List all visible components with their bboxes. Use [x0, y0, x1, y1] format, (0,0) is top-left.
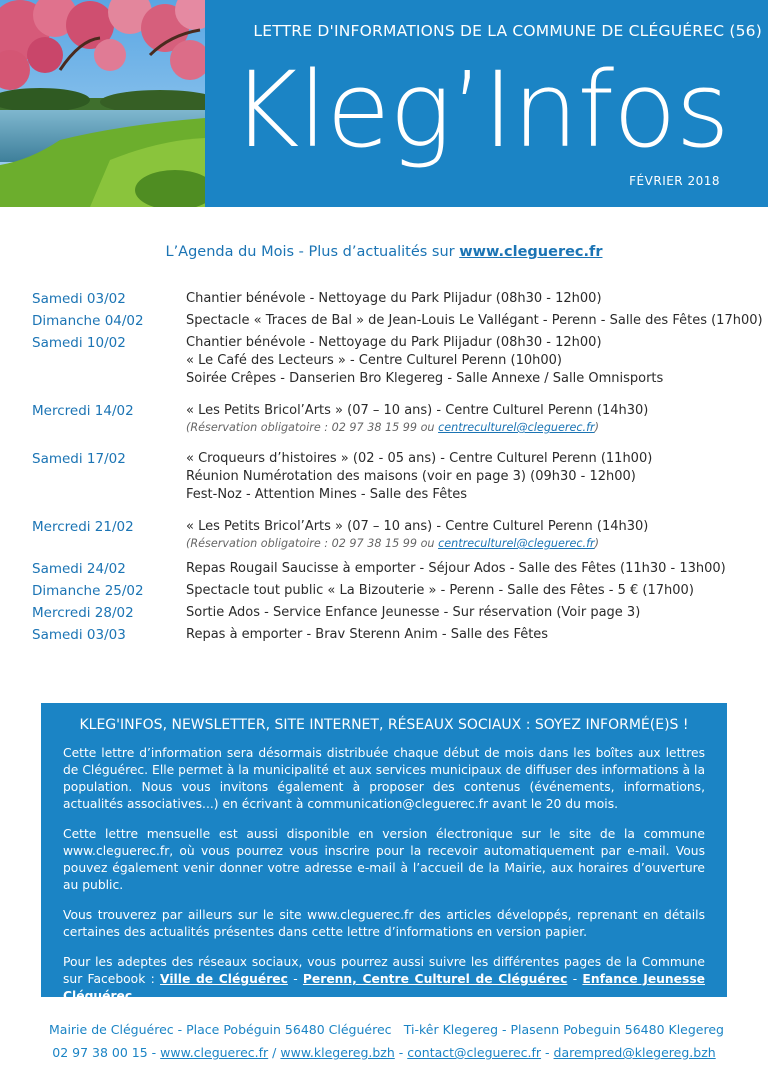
footer-email-fr-link[interactable]: contact@cleguerec.fr — [407, 1045, 542, 1060]
info-paragraph-2: Cette lettre mensuelle est aussi disponible en version électronique sur le site de la commune www.cleguerec.fr, où vous pourrez vous inscrire pour la recevoir automatiquement par e-mail. Vous pouvez également venir donner votre adresse e-mail à l’accueil de la Mairie, aux horaires d’ouverture au public. — [63, 827, 705, 892]
agenda-day: Samedi 24/02 — [32, 561, 126, 577]
footer-phone: 02 97 38 00 15 - — [52, 1045, 161, 1060]
separator: - — [394, 1045, 408, 1060]
agenda-row — [32, 604, 752, 622]
agenda-row — [32, 450, 752, 504]
agenda-day: Mercredi 28/02 — [32, 605, 134, 621]
agenda-heading-text: L’Agenda du Mois - Plus d’actualités sur — [165, 244, 460, 260]
separator: - — [287, 972, 303, 986]
reservation-text: (Réservation obligatoire : 02 97 38 15 99 ou — [186, 421, 439, 434]
agenda-events — [186, 334, 752, 388]
agenda-event: Repas à emporter - Brav Sterenn Anim - Salle des Fêtes — [186, 627, 549, 642]
info-paragraph-1: Cette lettre d’information sera désormais distribuée chaque début de mois dans les boîtes aux lettres de Cléguérec. Elle permet à la municipalité et aux services municipaux de diffuser des informations à la population. Nous vous invitons également à proposer des contenus (événements, informations, actualités associatives...) en écrivant à communication@cleguerec.fr avant le 20 du mois. — [63, 746, 705, 811]
separator: - — [567, 972, 583, 986]
agenda-day: Dimanche 04/02 — [32, 313, 144, 329]
agenda-event: Chantier bénévole - Nettoyage du Park Plijadur (08h30 - 12h00) — [186, 291, 602, 306]
footer-contacts — [0, 1045, 768, 1060]
ellipsis: ... — [132, 989, 144, 1003]
agenda-row — [32, 582, 752, 600]
separator: - — [541, 1045, 554, 1060]
footer-address-fr: Mairie de Cléguérec - Place Pobéguin 56480 Cléguérec — [49, 1022, 392, 1037]
agenda-row — [32, 626, 752, 644]
agenda-event: Sortie Ados - Service Enfance Jeunesse - Sur réservation (Voir page 3) — [186, 605, 641, 620]
agenda-row — [32, 290, 752, 308]
agenda-events — [186, 582, 752, 600]
header-subtitle: LETTRE D'INFORMATIONS DE LA COMMUNE DE CLÉGUÉREC (56) — [253, 22, 762, 40]
footer-site-br-link[interactable]: www.klegereg.bzh — [280, 1045, 395, 1060]
social-text: Pour les adeptes des réseaux sociaux, vous pourrez aussi suivre les différentes pages de la Commune sur Facebook : — [63, 955, 705, 986]
masthead — [0, 0, 768, 207]
footer-email-br-link[interactable]: darempred@klegereg.bzh — [553, 1045, 716, 1060]
agenda-day: Samedi 03/03 — [32, 627, 126, 643]
facebook-link-ville[interactable]: Ville de Cléguérec — [160, 972, 288, 986]
footer-address-br: Ti-kêr Klegereg - Plasenn Pobeguin 56480 Klegereg — [403, 1022, 724, 1037]
agenda-day: Samedi 10/02 — [32, 335, 126, 351]
agenda-events — [186, 402, 752, 436]
agenda-day: Mercredi 14/02 — [32, 403, 134, 419]
agenda-events — [186, 604, 752, 622]
agenda-events — [186, 518, 752, 552]
reservation-email-link[interactable]: centreculturel@cleguerec.fr — [438, 537, 595, 550]
agenda-events — [186, 560, 752, 578]
info-paragraph-3: Vous trouverez par ailleurs sur le site www.cleguerec.fr des articles développés, reprenant en détails certaines des actualités présentes dans cette lettre d’informations en version papier. — [63, 908, 705, 939]
separator: / — [268, 1045, 281, 1060]
agenda-row — [32, 402, 752, 436]
facebook-link-enfance[interactable]: Enfance Jeunesse Cléguérec — [63, 972, 705, 1003]
footer-site-fr-link[interactable]: www.cleguerec.fr — [160, 1045, 269, 1060]
website-link[interactable]: www.cleguerec.fr — [459, 244, 603, 260]
agenda-event: « Le Café des Lecteurs » - Centre Culturel Perenn (10h00) — [186, 353, 562, 368]
agenda-event: Spectacle « Traces de Bal » de Jean-Louis Le Vallégant - Perenn - Salle des Fêtes (17h00) — [186, 313, 763, 328]
agenda-event: Réunion Numérotation des maisons (voir en page 3) (09h30 - 12h00) — [186, 469, 636, 484]
issue-date: FÉVRIER 2018 — [629, 174, 720, 188]
reservation-note — [186, 536, 752, 552]
agenda-list — [32, 290, 763, 644]
reservation-text: (Réservation obligatoire : 02 97 38 15 99 ou — [186, 537, 439, 550]
newsletter-title: Kleg’Infos — [231, 49, 729, 171]
reservation-note — [186, 420, 752, 436]
agenda-row — [32, 312, 763, 330]
agenda-event: Fest-Noz - Attention Mines - Salle des Fêtes — [186, 487, 468, 502]
agenda-row — [32, 518, 752, 552]
reservation-close: ) — [594, 537, 599, 550]
agenda-event: Chantier bénévole - Nettoyage du Park Plijadur (08h30 - 12h00) — [186, 335, 602, 350]
info-paragraph-4 — [63, 954, 705, 1005]
reservation-close: ) — [594, 421, 599, 434]
agenda-day: Mercredi 21/02 — [32, 519, 134, 535]
agenda-events — [186, 290, 752, 308]
agenda-event: Soirée Crêpes - Danserien Bro Klegereg - Salle Annexe / Salle Omnisports — [186, 371, 664, 386]
agenda-event: « Les Petits Bricol’Arts » (07 – 10 ans) - Centre Culturel Perenn (14h30) — [186, 519, 649, 534]
agenda-day: Dimanche 25/02 — [32, 583, 144, 599]
agenda-day: Samedi 17/02 — [32, 451, 126, 467]
agenda-event: Repas Rougail Saucisse à emporter - Séjour Ados - Salle des Fêtes (11h30 - 13h00) — [186, 561, 726, 576]
facebook-link-perenn[interactable]: Perenn, Centre Culturel de Cléguérec — [302, 972, 568, 986]
agenda-events — [186, 450, 752, 504]
agenda-row — [32, 334, 752, 388]
agenda-row — [32, 560, 752, 578]
agenda-event: « Les Petits Bricol’Arts » (07 – 10 ans) - Centre Culturel Perenn (14h30) — [186, 403, 649, 418]
agenda-event: Spectacle tout public « La Bizouterie » - Perenn - Salle des Fêtes - 5 € (17h00) — [186, 583, 694, 598]
agenda-event: « Croqueurs d’histoires » (02 - 05 ans) - Centre Culturel Perenn (11h00) — [186, 451, 653, 466]
info-box-title: KLEG'INFOS, NEWSLETTER, SITE INTERNET, RÉSEAUX SOCIAUX : SOYEZ INFORMÉ(E)S ! — [79, 717, 689, 733]
reservation-email-link[interactable]: centreculturel@cleguerec.fr — [438, 421, 595, 434]
agenda-events — [186, 626, 752, 644]
agenda-events — [186, 312, 763, 330]
agenda-day: Samedi 03/02 — [32, 291, 126, 307]
header-photo-spring-lake — [0, 0, 205, 207]
agenda-heading — [0, 244, 768, 260]
info-box — [41, 703, 727, 1003]
